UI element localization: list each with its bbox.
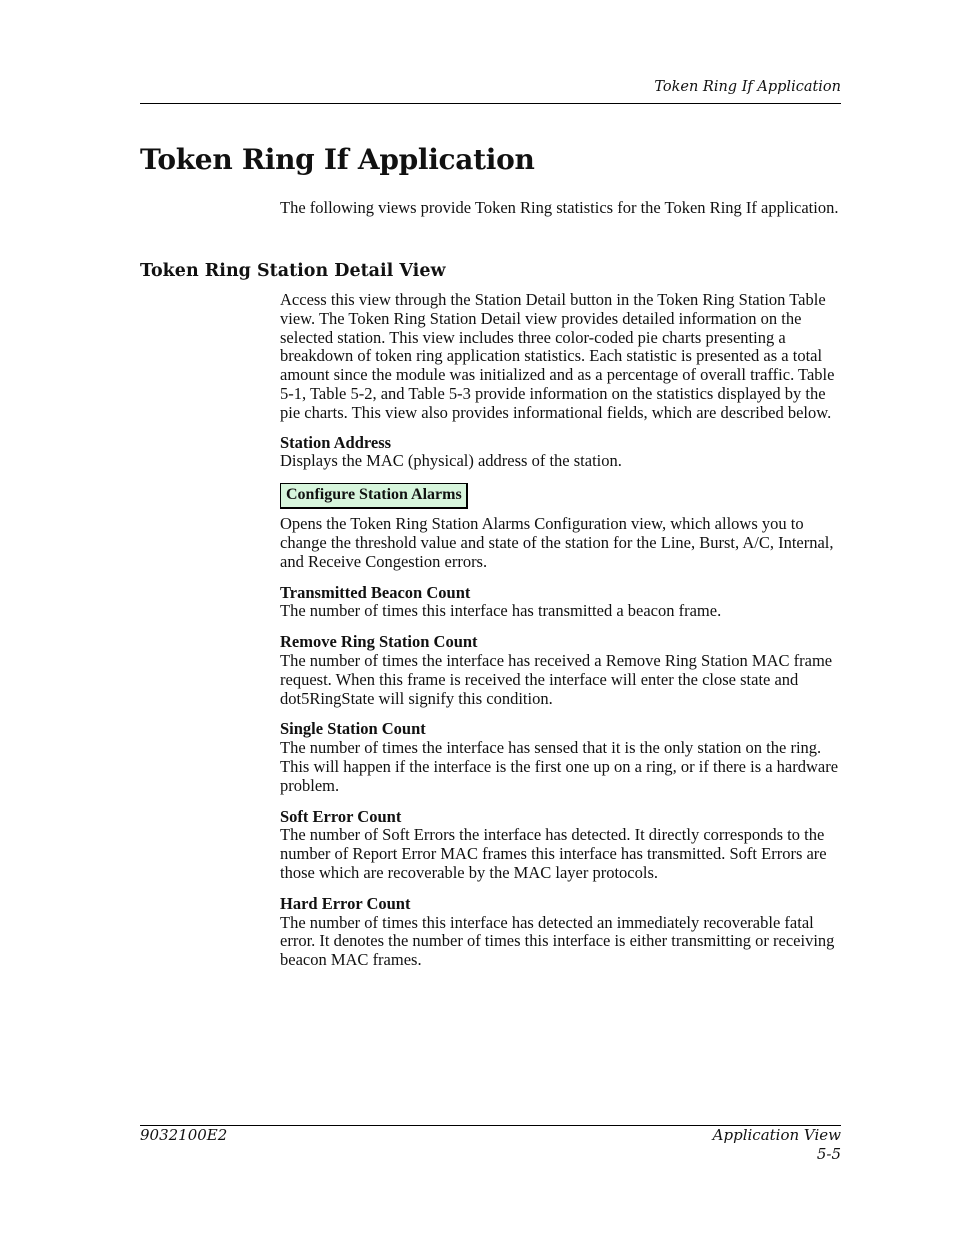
- field-description: The number of times this interface has detected an immediately recoverable fatal error. It denotes the number of times this interface is either transmitting or receiving beacon MAC frames.: [280, 912, 835, 970]
- field-soft-error-count: [280, 808, 840, 883]
- field-description: The number of Soft Errors the interface has detected. It directly corresponds to the number of Report Error MAC frames this interface has transmitted. Soft Errors are those which are recoverable by the MAC layer protocols.: [280, 825, 827, 882]
- intro-paragraph: The following views provide Token Ring statistics for the Token Ring If application.: [280, 198, 839, 217]
- footer-right: [540, 1126, 841, 1164]
- field-name: Single Station Count: [280, 719, 426, 739]
- field-description: The number of times this interface has transmitted a beacon frame.: [280, 601, 722, 621]
- header-divider: [140, 103, 841, 104]
- field-description: The number of times the interface has received a Remove Ring Station MAC frame request. When this frame is received the interface will enter the close state and dot5RingState will signify this condition.: [280, 650, 833, 708]
- field-name: Station Address: [280, 432, 392, 452]
- field-name: Remove Ring Station Count: [280, 632, 478, 652]
- running-header: Token Ring If Application: [654, 79, 841, 95]
- document-number: 9032100E2: [140, 1126, 228, 1144]
- field-name: Soft Error Count: [280, 806, 402, 826]
- section-body: [280, 291, 840, 982]
- page-number: 5-5: [816, 1145, 841, 1163]
- chapter-title: Application View: [712, 1126, 841, 1144]
- field-configure-station-alarms: [280, 483, 840, 571]
- field-remove-ring-station-count: [280, 633, 840, 708]
- section-title: Token Ring Station Detail View: [140, 261, 446, 281]
- field-name: Transmitted Beacon Count: [280, 582, 471, 602]
- field-description: The number of times the interface has sensed that it is the only station on the ring. This will happen if the interface is the first one up on a ring, or if there is a hardware problem.: [280, 738, 839, 795]
- section-description: Access this view through the Station Detail button in the Token Ring Station Table view. The Token Ring Station Detail view provides detailed information on the selected station. This view includes three color-coded pie charts presenting a breakdown of token ring application statistics. Each statistic is presented as a total amount since the module was initialized and as a percentage of overall traffic. Table 5-1, Table 5-2, and Table 5-3 provide information on the statistics displayed by the pie charts. This view also provides informational fields, which are described below.: [280, 290, 835, 422]
- field-station-address: [280, 434, 840, 472]
- field-description: Opens the Token Ring Station Alarms Configuration view, which allows you to change the threshold value and state of the station for the Line, Burst, A/C, Internal, and Receive Congestion errors.: [280, 514, 834, 571]
- field-transmitted-beacon-count: [280, 584, 840, 622]
- field-hard-error-count: [280, 895, 840, 970]
- page-title: Token Ring If Application: [140, 143, 535, 176]
- field-description: Displays the MAC (physical) address of the station.: [280, 451, 622, 471]
- field-name: Hard Error Count: [280, 893, 411, 913]
- configure-station-alarms-button[interactable]: Configure Station Alarms: [280, 483, 468, 509]
- field-single-station-count: [280, 720, 840, 795]
